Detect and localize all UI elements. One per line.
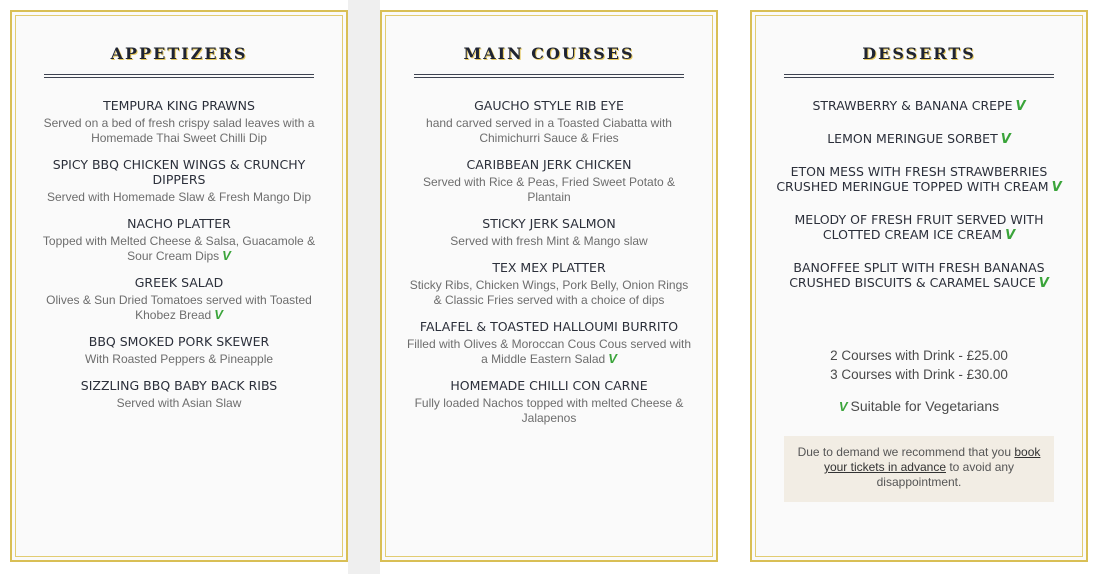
appetizers-heading: APPETIZERS <box>110 44 248 63</box>
desserts-rule <box>784 74 1054 78</box>
item-description: Served with Asian Slaw <box>116 396 242 410</box>
menu-item <box>776 131 1062 146</box>
price-two-courses: 2 Courses with Drink - £25.00 <box>830 348 1008 363</box>
item-description-text: Filled with Olives & Moroccan Cous Cous served with a Middle Eastern Salad <box>406 337 692 366</box>
item-description: Sticky Ribs, Chicken Wings, Pork Belly, Onion Rings & Classic Fries served with a choice of dips <box>409 278 689 307</box>
price-three-courses: 3 Courses with Drink - £30.00 <box>830 367 1008 382</box>
desserts-heading: DESSERTS <box>862 44 976 63</box>
item-name-text: ETON MESS WITH FRESH STRAWBERRIES CRUSHED MERINGUE TOPPED WITH CREAM <box>776 164 1049 194</box>
vegetarian-icon: V <box>1051 180 1062 195</box>
item-name: HOMEMADE CHILLI CON CARNE <box>450 378 648 393</box>
item-name: GREEK SALAD <box>134 275 224 290</box>
vegetarian-icon: V <box>1038 276 1049 291</box>
notice-text-before: Due to demand we recommend that you <box>797 445 1012 459</box>
gutter-right <box>718 0 750 574</box>
vegetarian-icon: V <box>838 399 848 414</box>
menu-item <box>406 98 692 146</box>
item-name <box>776 260 1062 290</box>
item-name: SIZZLING BBQ BABY BACK RIBS <box>80 378 278 393</box>
menu-item <box>36 157 322 205</box>
vegetarian-icon: V <box>1015 99 1026 114</box>
menu-item <box>36 216 322 264</box>
main-courses-panel <box>380 10 718 562</box>
pricing <box>772 346 1066 384</box>
item-description-text: Olives & Sun Dried Tomatoes served with Toasted Khobez Bread <box>46 293 312 322</box>
gutter-left <box>348 0 380 574</box>
menu-item <box>406 260 692 308</box>
item-name: TEX MEX PLATTER <box>492 260 606 275</box>
vegetarian-legend-text: Suitable for Vegetarians <box>850 398 1000 414</box>
menu-item <box>406 319 692 367</box>
vegetarian-icon: V <box>608 351 617 366</box>
item-description: With Roasted Peppers & Pineapple <box>84 352 274 366</box>
item-name: NACHO PLATTER <box>127 216 231 231</box>
item-description <box>36 293 322 323</box>
item-name: SPICY BBQ CHICKEN WINGS & CRUNCHY DIPPERS <box>52 157 306 187</box>
appetizers-rule <box>44 74 314 78</box>
item-name <box>776 164 1062 194</box>
menu-item <box>776 260 1062 290</box>
item-name <box>776 131 1062 146</box>
item-name <box>776 98 1062 113</box>
vegetarian-icon: V <box>1005 228 1016 243</box>
book-tickets-link[interactable]: book your tickets in advance <box>823 445 1041 474</box>
menu-item <box>776 98 1062 113</box>
item-name-text: MELODY OF FRESH FRUIT SERVED WITH CLOTTED CREAM ICE CREAM <box>794 212 1044 242</box>
desserts-list <box>776 98 1062 308</box>
item-description: Served with Rice & Peas, Fried Sweet Potato & Plantain <box>422 175 676 204</box>
item-name <box>776 212 1062 242</box>
item-description: Served on a bed of fresh crispy salad leaves with a Homemade Thai Sweet Chilli Dip <box>43 116 315 145</box>
item-description <box>36 234 322 264</box>
notice-text-after: to avoid any disappointment. <box>876 460 1015 489</box>
item-name-text: STRAWBERRY & BANANA CREPE <box>812 98 1013 113</box>
appetizers-list <box>36 98 322 422</box>
item-name-text: BANOFFEE SPLIT WITH FRESH BANANAS CRUSHED BISCUITS & CARAMEL SAUCE <box>789 260 1045 290</box>
item-name: TEMPURA KING PRAWNS <box>103 98 255 113</box>
desserts-panel <box>750 10 1088 562</box>
item-name: FALAFEL & TOASTED HALLOUMI BURRITO <box>419 319 679 334</box>
vegetarian-icon: V <box>1000 132 1011 147</box>
item-description: Fully loaded Nachos topped with melted Cheese & Jalapenos <box>414 396 684 425</box>
menu-item <box>776 212 1062 242</box>
main-courses-heading: MAIN COURSES <box>463 44 635 63</box>
item-description: Served with fresh Mint & Mango slaw <box>450 234 648 248</box>
item-name: BBQ SMOKED PORK SKEWER <box>88 334 270 349</box>
main-courses-rule <box>414 74 684 78</box>
appetizers-panel <box>10 10 348 562</box>
booking-notice <box>784 436 1054 502</box>
menu-item <box>406 378 692 426</box>
item-name: GAUCHO STYLE RIB EYE <box>474 98 624 113</box>
menu-item <box>776 164 1062 194</box>
menu-item <box>36 334 322 367</box>
menu-item <box>36 275 322 323</box>
menu-item <box>36 98 322 146</box>
item-name: STICKY JERK SALMON <box>482 216 616 231</box>
item-description: hand carved served in a Toasted Ciabatta with Chimichurri Sauce & Fries <box>426 116 672 145</box>
vegetarian-icon: V <box>214 307 223 322</box>
vegetarian-legend <box>772 398 1066 414</box>
item-description: Served with Homemade Slaw & Fresh Mango Dip <box>46 190 312 204</box>
vegetarian-icon: V <box>222 248 231 263</box>
main-courses-list <box>406 98 692 437</box>
item-name-text: LEMON MERINGUE SORBET <box>827 131 998 146</box>
menu-item <box>406 216 692 249</box>
menu-item <box>406 157 692 205</box>
item-name: CARIBBEAN JERK CHICKEN <box>466 157 632 172</box>
menu-item <box>36 378 322 411</box>
item-description <box>406 337 692 367</box>
item-description-text: Topped with Melted Cheese & Salsa, Guacamole & Sour Cream Dips <box>42 234 316 263</box>
